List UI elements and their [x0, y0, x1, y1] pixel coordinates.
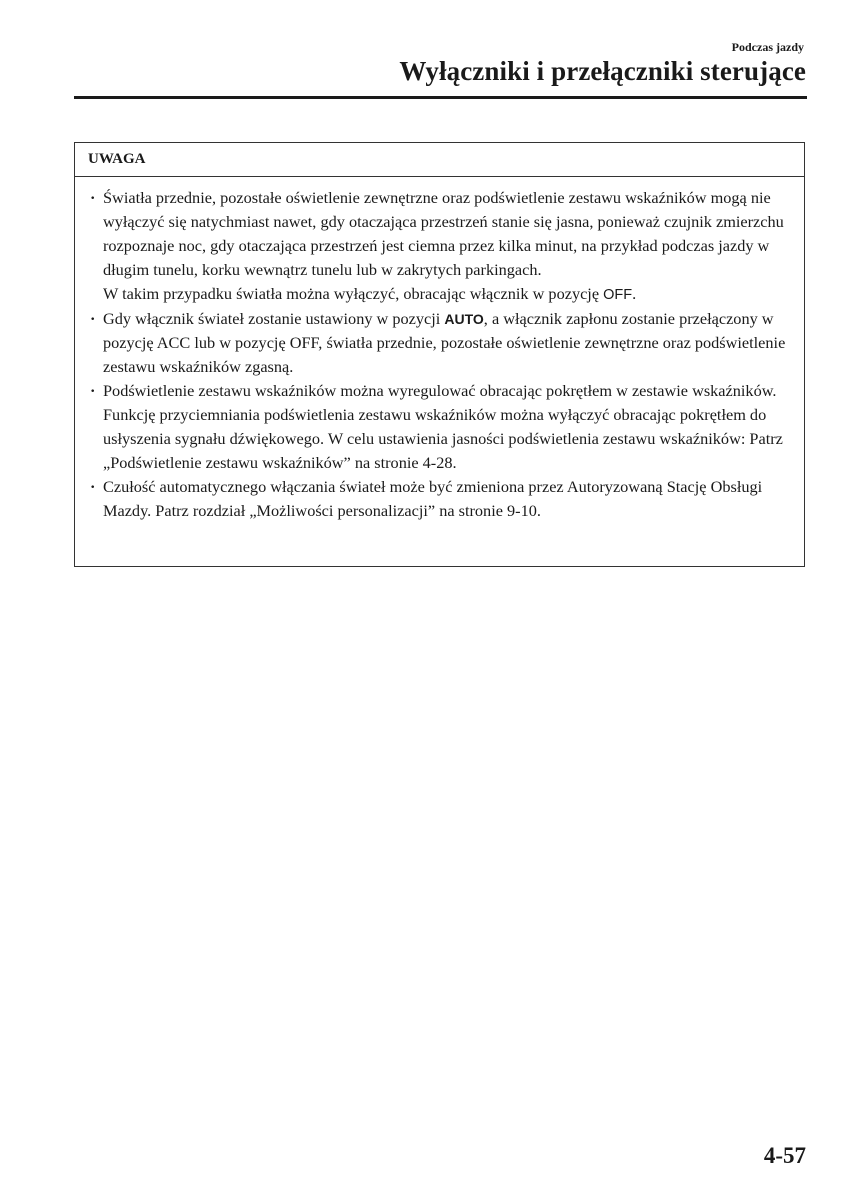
note-box: [74, 142, 805, 567]
note-item-text-suffix: .: [632, 284, 637, 303]
note-item-text: [103, 307, 794, 379]
note-item-auto-off-delay: [103, 186, 794, 307]
title-divider: [74, 96, 807, 99]
note-item-text: · Podświetlenie zestawu wskaźników można wyregulować obracając pokrętłem w zestawie wskaźników. Funkcję przyciemniania podświetlenia zestawu wskaźników można wyłączyć obracając pokrętłem do usłyszenia sygnału dźwiękowego. W celu ustawienia jasności podświetlenia zestawu wskaźników: Patrz „Podświetlenie zestawu wskaźników” na stronie 4-28.: [103, 381, 783, 472]
off-position-label: OFF: [603, 287, 633, 303]
note-list: [75, 177, 804, 523]
section-label: Podczas jazdy: [731, 40, 804, 54]
note-heading: UWAGA: [75, 143, 804, 177]
page-title: Wyłączniki i przełączniki sterujące: [399, 56, 806, 86]
note-item-text: · Czułość automatycznego włączania świateł może być zmieniona przez Autoryzowaną Stację Obsługi Mazdy. Patrz rozdział „Możliwości personalizacji” na stronie 9-10.: [103, 477, 763, 520]
note-item-text: · Światła przednie, pozostałe oświetlenie zewnętrzne oraz podświetlenie zestawu wskaźników mogą nie wyłączyć się natychmiast nawet, gdy otaczająca przestrzeń stanie się jasna, ponieważ czujnik zmierzchu rozpoznaje noc, gdy otaczająca przestrzeń jest ciemna przez kilka minut, na przykład podczas jazdy w długim tunelu, korku wewnątrz tunelu lub w zakrytych parkingach.: [103, 188, 784, 279]
auto-position-label: AUTO: [444, 311, 484, 327]
note-item-sensitivity: [103, 475, 794, 523]
page-number: 4-57: [763, 1143, 806, 1168]
note-item-dimmer: [103, 379, 794, 475]
note-item-text-suffix: , a włącznik zapłonu zostanie przełączony w pozycję ACC lub w pozycję OFF, światła przednie, pozostałe oświetlenie zewnętrzne oraz podświetlenie zestawu wskaźników zgasną.: [103, 309, 786, 376]
note-item-text-prefix: W takim przypadku światła można wyłączyć, obracając włącznik w pozycję: [103, 284, 604, 303]
note-item-text-prefix: Gdy włącznik świateł zostanie ustawiony w pozycji: [103, 309, 445, 328]
note-item-text-continued: [103, 282, 794, 307]
note-item-auto-position: [103, 307, 794, 379]
